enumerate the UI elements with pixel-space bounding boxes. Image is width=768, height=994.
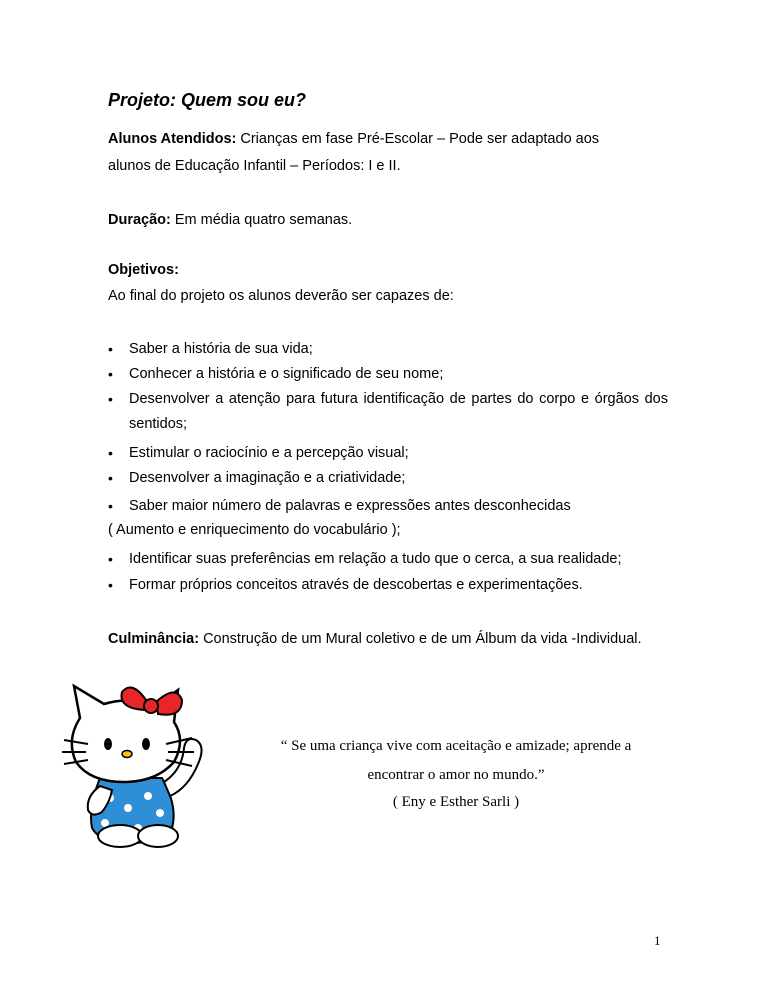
quote-line-2: encontrar o amor no mundo.”	[367, 767, 545, 783]
list-item: • Conhecer a história e o significado de seu nome;	[108, 362, 668, 387]
list-item: • Formar próprios conceitos através de descobertas e experimentações.	[108, 573, 668, 598]
objetivos-heading: Objetivos:	[108, 262, 179, 278]
list-item: • Estimular o raciocínio e a percepção visual;	[108, 441, 668, 466]
duracao-label: Duração:	[108, 212, 171, 228]
bullet-icon: •	[108, 391, 113, 407]
bullet-icon: •	[108, 551, 113, 567]
list-item: • Desenvolver a atenção para futura identificação de partes do corpo e órgãos dos sentidos;	[108, 387, 668, 436]
culminancia-line	[108, 630, 642, 648]
bullet-icon: •	[108, 577, 113, 593]
alunos-label: Alunos Atendidos:	[108, 131, 237, 147]
vocabulario-note: ( Aumento e enriquecimento do vocabulário );	[108, 522, 401, 538]
alunos-line-1	[108, 130, 599, 148]
list-item: • Saber maior número de palavras e expressões antes desconhecidas	[108, 494, 668, 519]
page-title: Projeto: Quem sou eu?	[108, 90, 307, 110]
bullet-icon: •	[108, 498, 113, 514]
bullet-icon: •	[108, 470, 113, 486]
alunos-text-1: Crianças em fase Pré-Escolar – Pode ser adaptado aos	[236, 131, 600, 147]
culminancia-text: Construção de um Mural coletivo e de um Álbum da vida -Individual.	[199, 631, 642, 647]
quote-line-1: “ Se uma criança vive com aceitação e amizade; aprende a	[280, 738, 632, 754]
bullet-icon: •	[108, 366, 113, 382]
bullet-icon: •	[108, 445, 113, 461]
page-number: 1	[654, 933, 661, 948]
objetivos-intro: Ao final do projeto os alunos deverão ser capazes de:	[108, 288, 454, 304]
list-item: • Identificar suas preferências em relação a tudo que o cerca, a sua realidade;	[108, 547, 668, 572]
alunos-line-2: alunos de Educação Infantil – Períodos: I e II.	[108, 158, 401, 174]
duracao-text: Em média quatro semanas.	[170, 212, 353, 228]
quote-author: ( Eny e Esther Sarli )	[392, 794, 520, 810]
culminancia-label: Culminância:	[108, 631, 200, 647]
list-item: • Saber a história de sua vida;	[108, 337, 668, 362]
bullet-icon: •	[108, 341, 113, 357]
hello-kitty-illustration	[60, 678, 220, 848]
list-item: • Desenvolver a imaginação e a criatividade;	[108, 466, 668, 491]
duracao-line	[108, 211, 352, 229]
